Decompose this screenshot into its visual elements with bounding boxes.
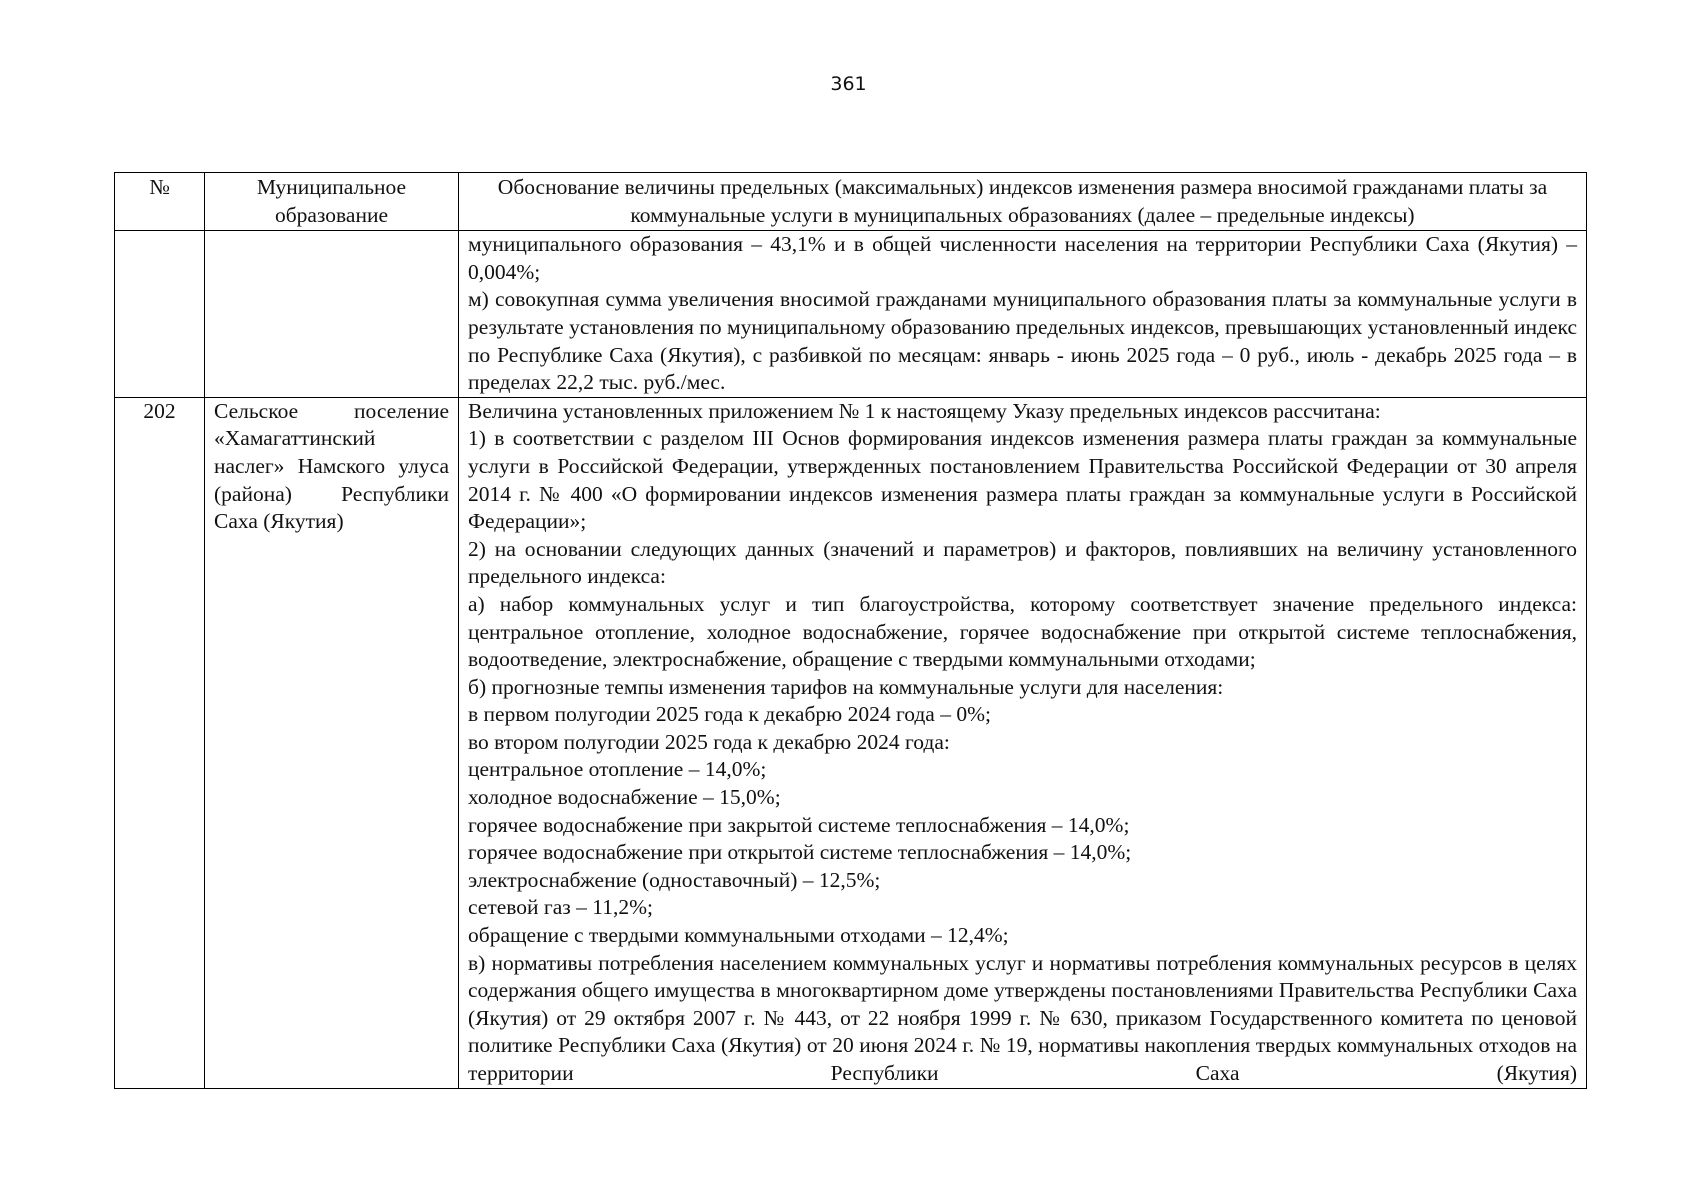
justification-paragraph: электроснабжение (одноставочный) – 12,5%;	[468, 867, 881, 892]
page-number: 361	[830, 73, 867, 95]
header-justification: Обоснование величины предельных (максимальных) индексов изменения размера вносимой гражданами платы за коммунальные услуги в муниципальных образованиях (далее – предельные индексы)	[459, 173, 1587, 231]
justification-paragraph: Величина установленных приложением № 1 к настоящему Указу предельных индексов рассчитана:	[468, 398, 1381, 423]
row-municipality: Сельское поселение «Хамагаттинский наслег» Намского улуса (района) Республики Саха (Якутия)	[205, 397, 459, 1088]
row-municipality	[205, 231, 459, 398]
row-number: 202	[115, 397, 205, 1088]
justification-table	[114, 172, 1587, 1089]
justification-paragraph: обращение с твердыми коммунальными отходами – 12,4%;	[468, 923, 1009, 948]
row-justification	[459, 397, 1587, 1088]
justification-paragraph: 2) на основании следующих данных (значений и параметров) и факторов, повлиявших на величину установленного предельного индекса:	[468, 536, 1577, 589]
justification-paragraph: горячее водоснабжение при закрытой системе теплоснабжения – 14,0%;	[468, 812, 1130, 837]
justification-paragraph: во втором полугодии 2025 года к декабрю 2024 года:	[468, 729, 950, 754]
justification-paragraph: горячее водоснабжение при открытой системе теплоснабжения – 14,0%;	[468, 840, 1132, 865]
justification-paragraph: холодное водоснабжение – 15,0%;	[468, 785, 781, 810]
justification-paragraph: сетевой газ – 11,2%;	[468, 895, 653, 920]
justification-paragraph: в) нормативы потребления населением коммунальных услуг и нормативы потребления коммунальных ресурсов в целях содержания общего имущества в многоквартирном доме утверждены постановлениями Правительства Республики Саха (Якутия) от 29 октября 2007 г. № 443, от 22 ноября 1999 г. № 630, приказом Государственного комитета по ценовой политике Республики Саха (Якутия) от 20 июня 2024 г. № 19, нормативы накопления твердых коммунальных отходов на территории Республики Саха (Якутия)	[468, 950, 1577, 1085]
justification-paragraph: б) прогнозные темпы изменения тарифов на коммунальные услуги для населения:	[468, 674, 1224, 699]
justification-paragraph: 1) в соответствии с разделом III Основ формирования индексов изменения размера платы граждан за коммунальные услуги в Российской Федерации, утвержденных постановлением Правительства Российской Федерации от 30 апреля 2014 г. № 400 «О формировании индексов изменения размера платы граждан за коммунальные услуги в Российской Федерации»;	[468, 426, 1577, 534]
justification-paragraph: в первом полугодии 2025 года к декабрю 2024 года – 0%;	[468, 702, 991, 727]
row-number	[115, 231, 205, 398]
row-justification	[459, 231, 1587, 398]
justification-paragraph: центральное отопление – 14,0%;	[468, 757, 767, 782]
justification-paragraph: муниципального образования – 43,1% и в общей численности населения на территории Республики Саха (Якутия) – 0,004%;	[468, 232, 1577, 284]
header-municipality: Муниципальное образование	[205, 173, 459, 231]
header-number: №	[115, 173, 205, 231]
table-row	[115, 231, 1587, 398]
justification-paragraph: а) набор коммунальных услуг и тип благоустройства, которому соответствует значение предельного индекса: центральное отопление, холодное водоснабжение, горячее водоснабжение при открытой системе теплоснабжения, водоотведение, электроснабжение, обращение с твердыми коммунальными отходами;	[468, 591, 1577, 672]
table-row	[115, 397, 1587, 1088]
table-header-row	[115, 173, 1587, 231]
justification-paragraph: м) совокупная сумма увеличения вносимой гражданами муниципального образования платы за коммунальные услуги в результате установления по муниципальному образованию предельных индексов, превышающих установленный индекс по Республике Саха (Якутия), с разбивкой по месяцам: январь - июнь 2025 года – 0 руб., июль - декабрь 2025 года – в пределах 22,2 тыс. руб./мес.	[468, 287, 1577, 395]
